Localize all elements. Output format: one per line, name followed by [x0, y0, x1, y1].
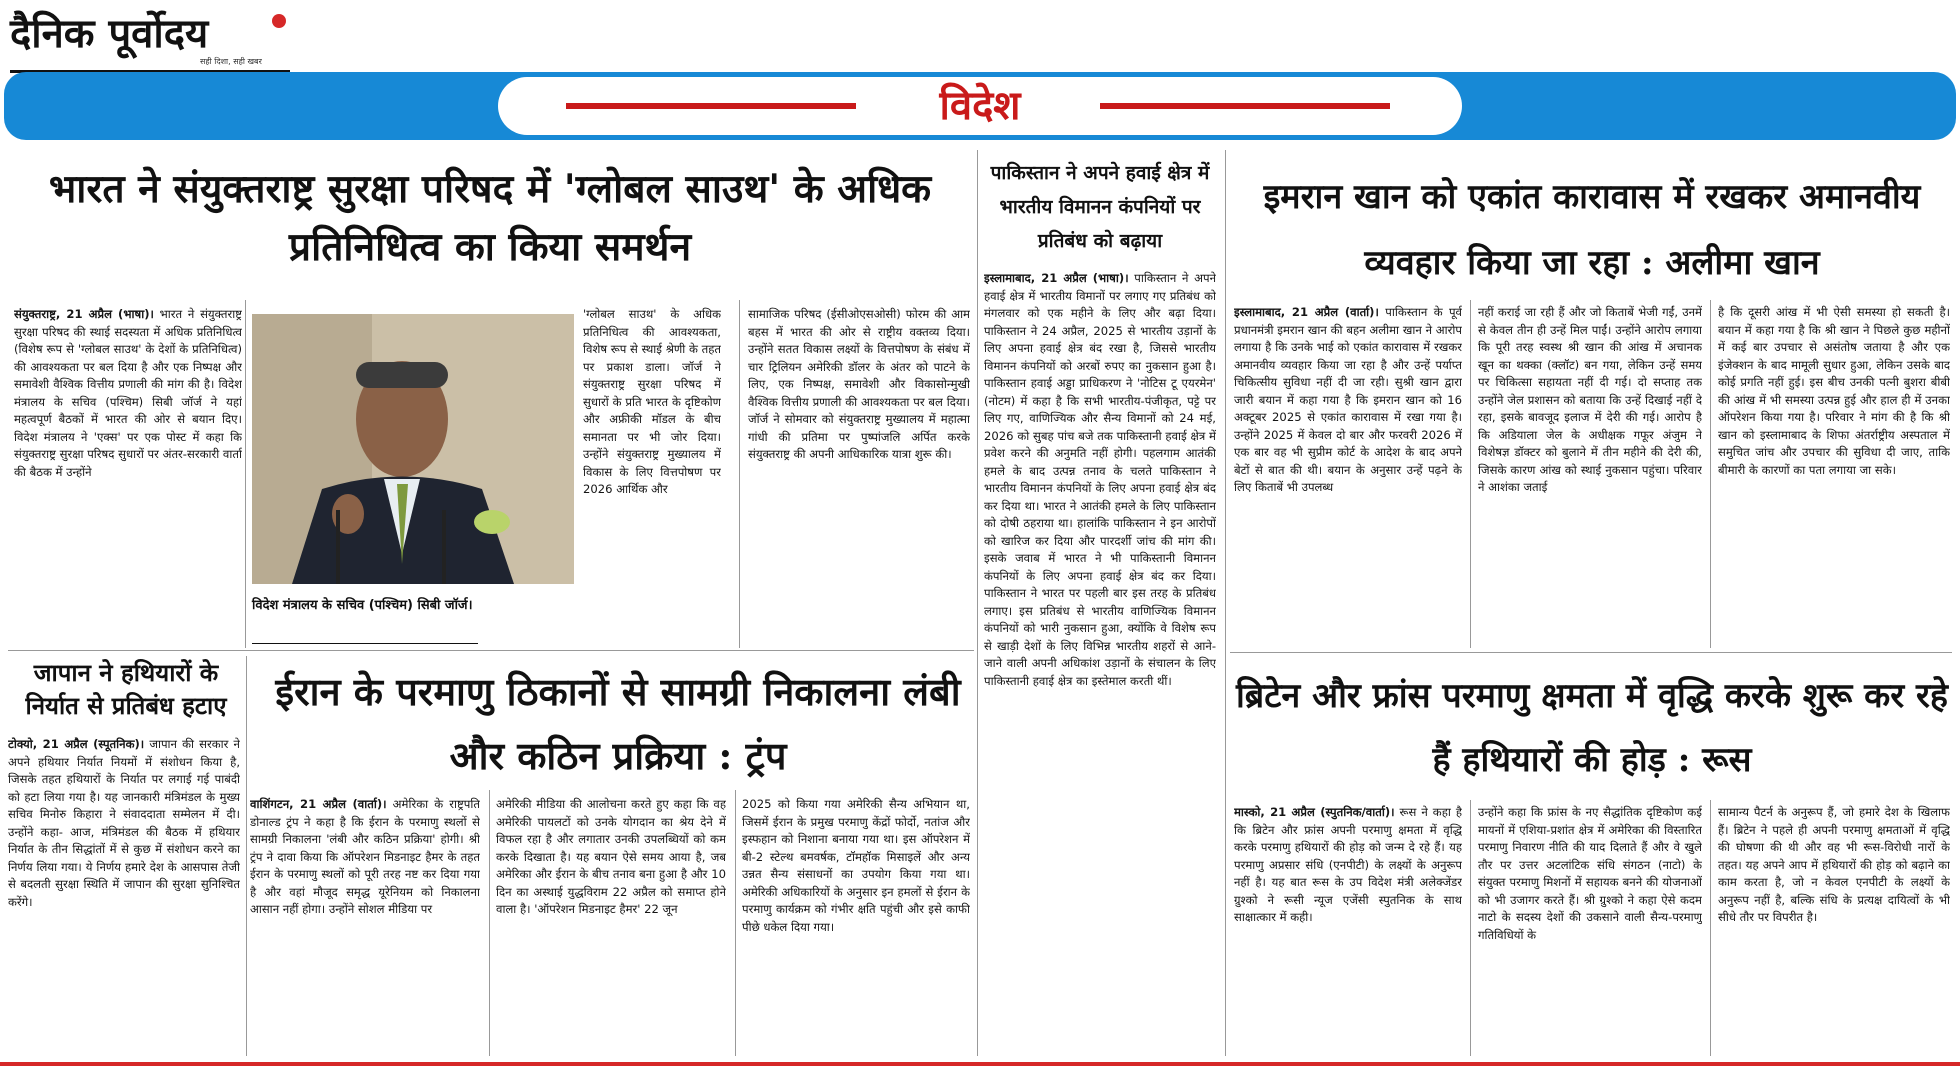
column-rule — [1470, 300, 1471, 648]
column-rule — [739, 300, 740, 648]
column-rule — [735, 790, 736, 1056]
dateline-un: संयुक्तराष्ट्र, 21 अप्रैल (भाषा)। — [14, 307, 154, 321]
dateline-japan: टोक्यो, 21 अप्रैल (स्पूतनिक)। — [8, 737, 145, 751]
photo-portrait-icon — [252, 314, 574, 584]
footer-rule — [0, 1062, 1960, 1066]
masthead-tagline: सही दिशा, सही खबर — [200, 57, 262, 66]
masthead-dot-icon — [272, 14, 286, 28]
headline-imran[interactable]: इमरान खान को एकांत कारावास में रखकर अमानवीय व्यवहार किया जा रहा : अलीमा खान — [1263, 177, 1921, 283]
photo-caption: विदेश मंत्रालय के सचिव (पश्चिम) सिबी जॉर्ज। — [252, 598, 473, 613]
section-divider — [8, 650, 974, 651]
section-rule-left — [566, 103, 856, 109]
headline-pakistan[interactable]: पाकिस्तान ने अपने हवाई क्षेत्र में भारतीय विमानन कंपनियों पर प्रतिबंध को बढ़ाया — [990, 162, 1210, 252]
masthead-title: दैनिक पूर्वोदय — [10, 10, 209, 57]
article-iran-col2: अमेरिकी मीडिया की आलोचना करते हुए कहा कि वह अमेरिकी पायलटों को उनके योगदान का श्रेय देने में विफल रहा है और लगातार उनकी उपलब्धियों को कम करके दिखाता है। यह बयान ऐसे समय आया है, जब अमेरिका और ईरान के बीच तनाव बना हुआ है और 10 दिन का अस्थाई युद्धविराम 22 अप्रैल को समाप्त होने वाला है। 'ऑपरेशन मिडनाइट हैमर' 22 जून — [496, 797, 726, 916]
column-rule — [1710, 800, 1711, 1056]
column-rule — [489, 790, 490, 1056]
article-iran-col1 — [250, 796, 480, 1056]
article-imran-text-1: पाकिस्तान के पूर्व प्रधानमंत्री इमरान खान की बहन अलीमा खान ने आरोप लगाया है कि उनके भाई को एकांत कारावास में रखकर अमानवीय व्यवहार किया जा रहा है और उन्हें पर्याप्त चिकित्सीय सुविधा नहीं दी जा रही। सुश्री खान द्वारा जारी बयान में कहा गया है कि इमरान खान को 16 अक्टूबर 2025 से एकांत कारावास में रखा गया है। उन्होंने 2025 में केवल दो बार और फरवरी 2026 में एक बार वह भी सुप्रीम कोर्ट के आदेश के बाद अपने बेटों से बात की थी। बयान के अनुसार उन्हें पढ़ने के लिए किताबें भी उपलब्ध — [1234, 305, 1462, 494]
masthead[interactable] — [10, 4, 300, 74]
column-rule — [245, 300, 246, 648]
dateline-iran: वाशिंगटन, 21 अप्रैल (वार्ता)। — [250, 797, 387, 811]
article-imran-col1 — [1234, 304, 1462, 644]
section-rule-right — [1100, 103, 1390, 109]
column-rule — [1710, 300, 1711, 648]
article-un-col2: 'ग्लोबल साउथ' के अधिक प्रतिनिधित्व की आवश्यकता, विशेष रूप से स्थाई श्रेणी के तहत पर प्रकाश डाला। जॉर्ज ने संयुक्तराष्ट्र सुरक्षा परिषद में सुधारों के प्रति भारत के दृष्टिकोण और अफ्रीकी मॉडल के बीच समानता पर भी जोर दिया। उन्होंने संयुक्तराष्ट्र मुख्यालय में विकास के लिए वित्तपोषण पर 2026 आर्थिक और — [583, 307, 721, 496]
article-imran-col2: नहीं कराई जा रही हैं और जो किताबें भेजी गईं, उनमें से केवल तीन ही उन्हें मिल पाईं। उन्होंने आरोप लगाया कि पूरी तरह स्वस्थ श्री खान की आंख में अचानक खून का थक्का (क्लॉट) बन गया, लेकिन उन्हें समय पर चिकित्सा सहायता नहीं दी गई। दो सप्ताह तक उन्होंने जेल प्रशासन को बताया कि उन्हें दिखाई नहीं दे रहा, इसके बावजूद इलाज में देरी की गई। आरोप है कि अडियाला जेल के अधीक्षक गफूर अंजुम ने विशेषज्ञ डॉक्टर को बुलाने में तीन महीने की देरी की, जिसके कारण आंख को स्थाई नुकसान पहुंचा। परिवार ने आशंका जताई — [1478, 305, 1702, 494]
section-divider — [1230, 652, 1952, 653]
headline-iran[interactable]: ईरान के परमाणु ठिकानों से सामग्री निकालना लंबी और कठिन प्रक्रिया : ट्रंप — [275, 669, 961, 778]
article-iran-text-1: अमेरिका के राष्ट्रपति डोनाल्ड ट्रंप ने कहा है कि ईरान के परमाणु स्थलों से सामग्री निकालना 'लंबी और कठिन प्रक्रिया' होगी। श्री ट्रंप ने दावा किया कि ऑपरेशन मिडनाइट हैमर के तहत ईरान के परमाणु स्थलों को पूरी तरह नष्ट कर दिया गया है और वहां मौजूद समृद्ध यूरेनियम को निकालना आसान नहीं होगा। उन्होंने सोशल मीडिया पर — [250, 797, 480, 916]
dateline-imran: इस्लामाबाद, 21 अप्रैल (वार्ता)। — [1234, 305, 1379, 319]
article-pakistan-text: पाकिस्तान ने अपने हवाई क्षेत्र में भारतीय विमानों पर लगाए गए प्रतिबंध को मंगलवार को एक महीने के लिए और बढ़ा दिया। पाकिस्तान ने 24 अप्रैल, 2025 से भारतीय उड़ानों के लिए अपना हवाई क्षेत्र बंद रखा है, जिससे भारतीय विमानन कंपनियों को अरबों रुपए का नुकसान हुआ है। पाकिस्तान हवाई अड्डा प्राधिकरण ने 'नोटिस टू एयरमेन' (नोटम) में कहा है कि सभी भारतीय-पंजीकृत, पट्टे पर लिए गए, वाणिज्यिक और सैन्य विमानों को 24 मई, 2026 को सुबह पांच बजे तक पाकिस्तानी हवाई क्षेत्र में प्रवेश करने की अनुमति नहीं होगी। पहलगाम आतंकी हमले के बाद उत्पन्न तनाव के चलते पाकिस्तान ने भारतीय विमानन कंपनियों के लिए अपना हवाई क्षेत्र बंद कर दिया था। भारत ने आतंकी हमले के लिए पाकिस्तान को दोषी ठहराया था। हालांकि पाकिस्तान ने इन आरोपों को खारिज कर दिया और पारदर्शी जांच की मांग की। इसके जवाब में भारत ने भी पाकिस्तानी विमानन कंपनियों के लिए अपना हवाई क्षेत्र बंद कर दिया। पाकिस्तान ने भारत पर पहली बार इस तरह के प्रतिबंध लगाए। इस प्रतिबंध से भारतीय वाणिज्यिक विमानन कंपनियों को भारी नुकसान हुआ, क्योंकि वे विशेष रूप से खाड़ी देशों के लिए विभिन्न भारतीय शहरों से आने-जाने वाली अपनी अधिकांश उड़ानों के संचालन के लिए पाकिस्तानी हवाई क्षेत्र का इस्तेमाल करती थीं। — [984, 271, 1216, 688]
article-un-col3: सामाजिक परिषद (ईसीओएसओसी) फोरम की आम बहस में भारत की ओर से राष्ट्रीय वक्तव्य दिया। उन्होंने सतत विकास लक्ष्यों के वित्तपोषण के संबंध में चार ट्रिलियन अमेरिकी डॉलर के अंतर को पाटने के लिए, एक निष्पक्ष, समावेशी और विकासोन्मुखी वैश्विक वित्तीय प्रणाली की आवश्यकता पर बल दिया। जॉर्ज ने सोमवार को संयुक्तराष्ट्र मुख्यालय में महात्मा गांधी की प्रतिमा पर पुष्पांजलि अर्पित करके संयुक्तराष्ट्र की अपनी आधिकारिक यात्रा शुरू की। — [748, 307, 970, 461]
dateline-pakistan: इस्लामाबाद, 21 अप्रैल (भाषा)। — [984, 271, 1129, 285]
caption-rule — [252, 643, 478, 644]
column-rule — [1225, 150, 1226, 1056]
article-russia-col1 — [1234, 804, 1462, 1056]
article-un-col1 — [14, 306, 242, 642]
column-rule — [1470, 800, 1471, 1056]
section-title: विदेश — [939, 82, 1021, 129]
article-japan-text: जापान की सरकार ने अपने हथियार निर्यात नियमों में संशोधन किया है, जिसके तहत हथियारों के निर्यात पर लगाई गई पाबंदी को हटा लिया गया है। यह जानकारी मंत्रिमंडल के मुख्य सचिव मिनोरु किहारा ने संवाददाता सम्मेलन में दी। उन्होंने कहा- आज, मंत्रिमंडल की बैठक में हथियार निर्यात के तीन सिद्धांतों में से कुछ में संशोधन करने का निर्णय लिया गया। ये निर्णय हमारे देश के आसपास तेजी से बदलती सुरक्षा स्थिति में जापान की सुरक्षा सुनिश्चित करेंगे। — [8, 737, 240, 909]
article-russia-col3: सामान्य पैटर्न के अनुरूप हैं, जो हमारे देश के खिलाफ हैं। ब्रिटेन ने पहले ही अपनी परमाणु क्षमताओं में वृद्धि की घोषणा की थी और वह भी रूस-विरोधी नारों के तहत। यह अपने आप में हथियारों की होड़ को बढ़ाने का काम करता है, जो न केवल एनपीटी के लक्ष्यों के अनुरूप नहीं है, बल्कि संधि के प्रत्यक्ष दायित्वों के भी सीधे तौर पर विपरीत है। — [1718, 805, 1950, 924]
article-iran-col3: 2025 को किया गया अमेरिकी सैन्य अभियान था, जिसमें ईरान के प्रमुख परमाणु केंद्रों फोर्दो, नतांज और इस्फहान को निशाना बनाया गया था। इस ऑपरेशन में बी-2 स्टेल्थ बमवर्षक, टॉमहॉक मिसाइलें और अन्य उन्नत सैन्य संसाधनों का उपयोग किया गया था। अमेरिकी अधिकारियों के अनुसार इन हमलों से ईरान के परमाणु कार्यक्रम को गंभीर क्षति पहुंची और इसे काफी पीछे धकेल दिया गया। — [742, 797, 970, 934]
article-russia-col2: उन्होंने कहा कि फ्रांस के नए सैद्धांतिक दृष्टिकोण कई मायनों में एशिया-प्रशांत क्षेत्र में अमेरिका की विस्तारित परमाणु निवारण नीति की याद दिलाते हैं और वे खुले तौर पर उत्तर अटलांटिक संधि संगठन (नाटो) के संयुक्त परमाणु मिशनों में सहायक बनने की योजनाओं को भी उजागर करते हैं। श्री ग्रुश्को ने कहा ऐसे कदम नाटो के सदस्य देशों की उकसाने वाली सैन्य-परमाणु गतिविधियों के — [1478, 805, 1702, 942]
article-un-text-1: भारत ने संयुक्तराष्ट्र सुरक्षा परिषद की स्थाई सदस्यता में अधिक प्रतिनिधित्व (विशेष रूप से 'ग्लोबल साउथ' के देशों के प्रतिनिधित्व) की आवश्यकता पर बल दिया है और एक निष्पक्ष और समावेशी वैश्विक वित्तीय प्रणाली की मांग की है। विदेश मंत्रालय के सचिव (पश्चिम) सिबी जॉर्ज ने यहां महत्वपूर्ण बैठकों में भारत की ओर से बयान दिए। विदेश मंत्रालय ने 'एक्स' पर एक पोस्ट में कहा कि संयुक्तराष्ट्र सुरक्षा परिषद सुधारों पर अंतर-सरकारी वार्ता की बैठक में उन्होंने — [14, 307, 242, 479]
headline-un[interactable]: भारत ने संयुक्तराष्ट्र सुरक्षा परिषद में 'ग्लोबल साउथ' के अधिक प्रतिनिधित्व का किया समर्थन — [48, 166, 932, 270]
article-russia-text-1: रूस ने कहा है कि ब्रिटेन और फ्रांस अपनी परमाणु क्षमता में वृद्धि करके परमाणु हथियारों की होड़ को जन्म दे रहे हैं। यह परमाणु अप्रसार संधि (एनपीटी) के लक्ष्यों के अनुरूप नहीं है। यह बात रूस के उप विदेश मंत्री अलेक्जेंडर ग्रुश्को ने रूसी न्यूज एजेंसी स्पुतनिक के साथ साक्षात्कार में कही। — [1234, 805, 1462, 924]
dateline-russia: मास्को, 21 अप्रैल (स्पुतनिक/वार्ता)। — [1234, 805, 1395, 819]
article-pakistan-body — [984, 270, 1216, 1056]
headline-japan[interactable]: जापान ने हथियारों के निर्यात से प्रतिबंध हटाए — [25, 658, 227, 721]
photo-sibi-george — [252, 314, 574, 584]
article-imran-col3: है कि दूसरी आंख में भी ऐसी समस्या हो सकती है। बयान में कहा गया है कि श्री खान ने पिछले कुछ महीनों में कई बार उपचार से असंतोष जताया है और एक इंजेक्शन के बाद मामूली सुधार हुआ, लेकिन उसके बाद कोई प्रगति नहीं हुई। इस बीच उनकी पत्नी बुशरा बीबी की आंख में भी समस्या उत्पन्न हुई और हाल ही में उनका ऑपरेशन किया गया है। परिवार ने मांग की है कि श्री खान को इस्लामाबाद के शिफा अंतर्राष्ट्रीय अस्पताल में समुचित जांच और उपचार की सुविधा दी जाए, ताकि बीमारी के कारणों का पता लगाया जा सके। — [1718, 305, 1950, 477]
column-rule — [246, 656, 247, 1056]
column-rule — [977, 150, 978, 1056]
article-japan-body — [8, 736, 240, 1056]
headline-russia[interactable]: ब्रिटेन और फ्रांस परमाणु क्षमता में वृद्धि करके शुरू कर रहे हैं हथियारों की होड़ : रूस — [1236, 676, 1948, 780]
